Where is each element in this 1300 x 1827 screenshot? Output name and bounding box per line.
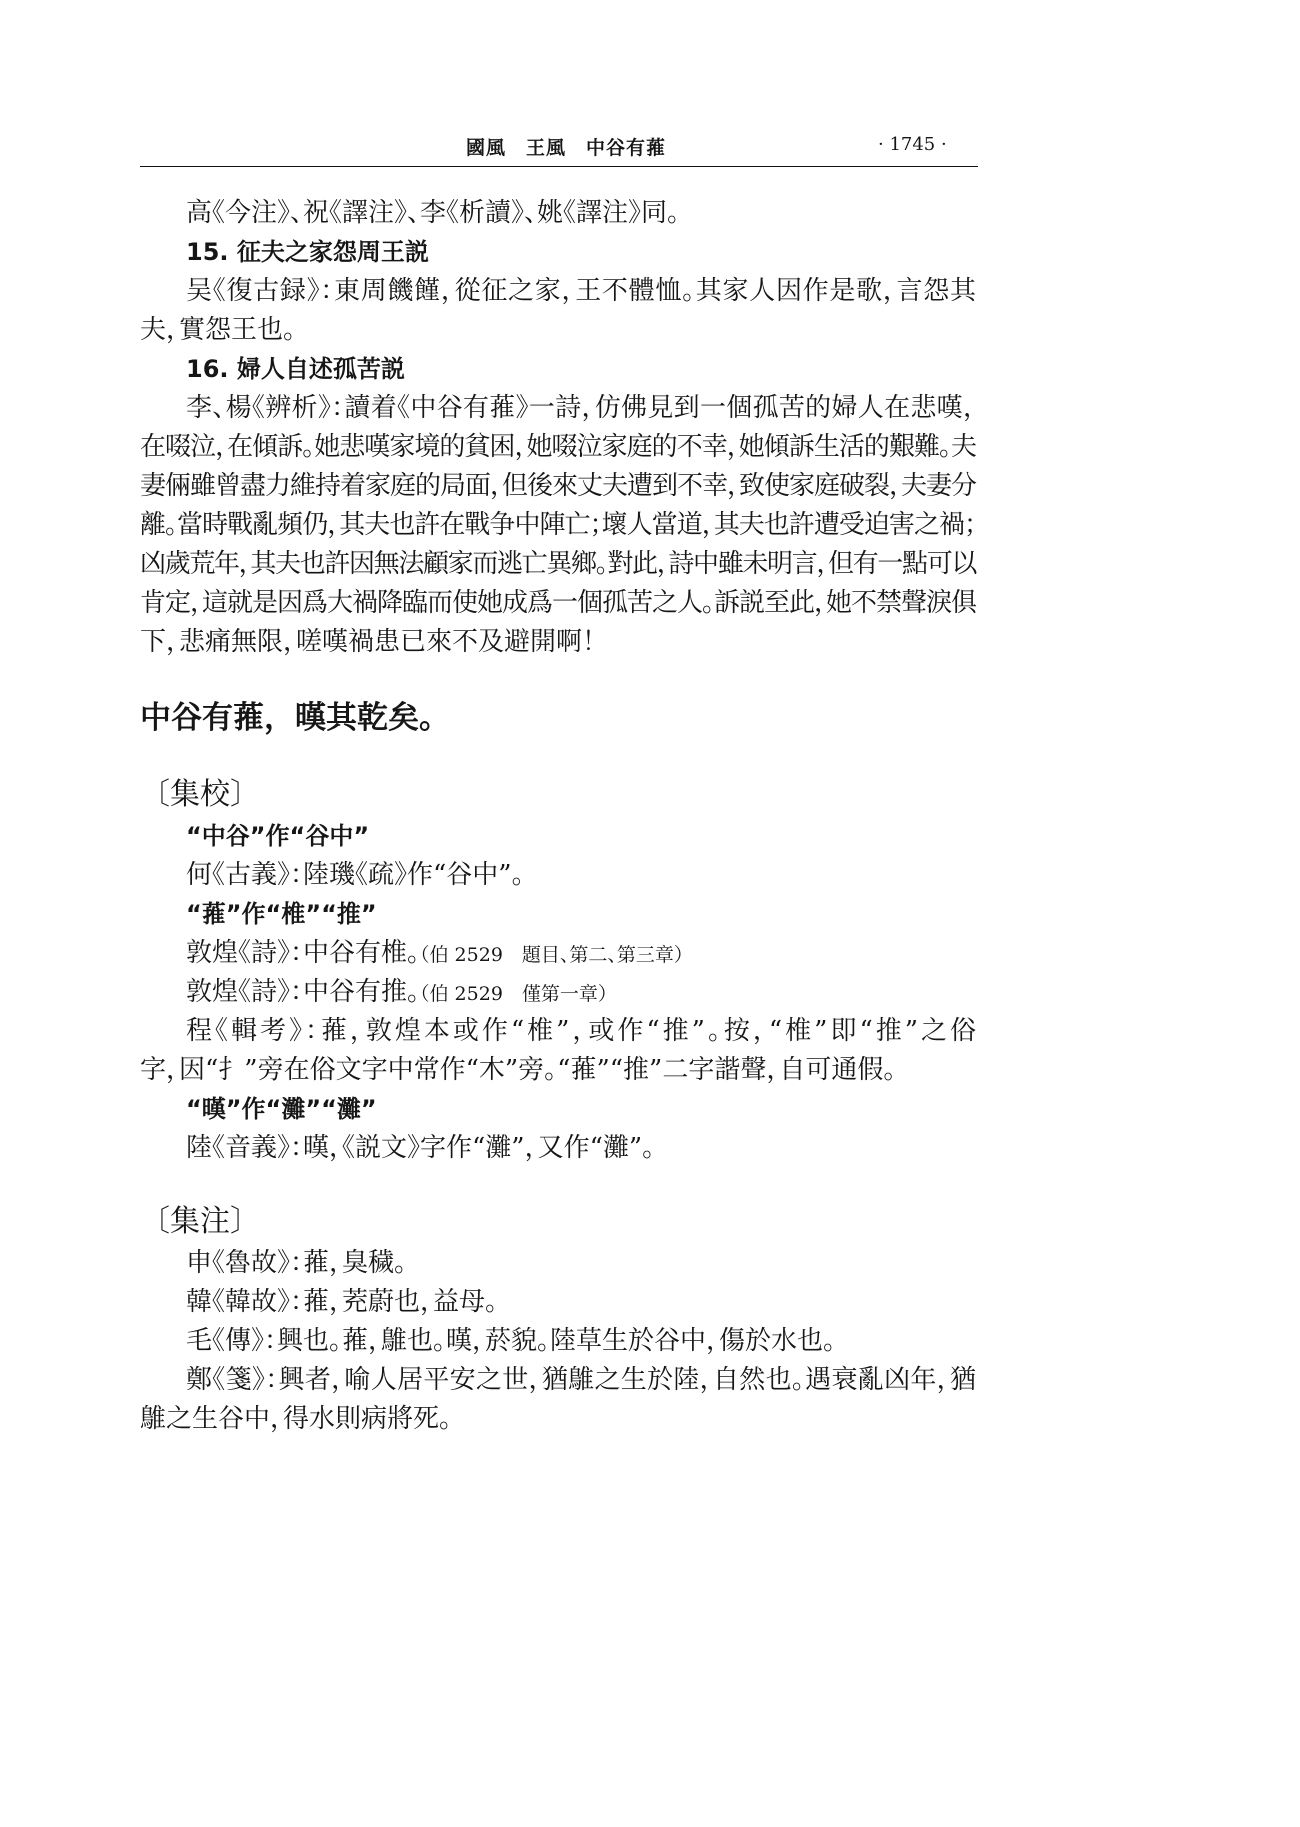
paragraph-line: 字，因“扌”旁在俗文字中常作“木”旁。“蓷”“推”二字諧聲，自可通假。 bbox=[140, 1055, 897, 1085]
paragraph-line: 凶歲荒年，其夫也許因無法顧家而逃亡異鄉。對此，詩中雖未明言，但有一點可以 bbox=[140, 549, 976, 579]
paragraph-line: 毛《傳》：興也。蓷，鵻也。暵，菸貌。陸草生於谷中，傷於水也。 bbox=[186, 1326, 837, 1356]
paragraph-line: 陸《音義》：暵，《説文》字作“灘”，又作“灘”。 bbox=[186, 1133, 656, 1163]
paragraph-line bbox=[140, 934, 976, 973]
paragraph-line: 程《輯考》：蓷，敦煌本或作“椎”，或作“推”。按，“椎”即“推”之俗 bbox=[186, 1016, 976, 1046]
page-text bbox=[140, 194, 976, 1439]
paragraph-line: 肯定，這就是因爲大禍降臨而使她成爲一個孤苦之人。訴説至此，她不禁聲淚俱 bbox=[140, 588, 976, 618]
verse-heading: 中谷有蓷，暵其乾矣。 bbox=[140, 700, 450, 736]
paragraph-line: 李、楊《辨析》：讀着《中谷有蓷》一詩，仿佛見到一個孤苦的婦人在悲嘆， bbox=[186, 393, 976, 423]
paragraph-line bbox=[140, 973, 976, 1012]
running-title: 國風 王風 中谷有蓷 bbox=[466, 137, 667, 159]
variant-heading: “蓷”作“椎”“推” bbox=[186, 900, 377, 928]
paragraph-line: 鄭《箋》：興者，喻人居平安之世，猶鵻之生於陸，自然也。遇衰亂凶年，猶 bbox=[186, 1365, 976, 1395]
paragraph-line: 何《古義》：陸璣《疏》作“谷中”。 bbox=[186, 860, 525, 890]
paragraph-line: 下，悲痛無限，嗟嘆禍患已來不及避開啊！ bbox=[140, 627, 596, 657]
paragraph-line: 鵻之生谷中，得水則病將死。 bbox=[140, 1404, 453, 1434]
page-number: · 1745 · bbox=[878, 134, 947, 155]
section-heading-annotation: 〔集注〕 bbox=[140, 1204, 260, 1239]
item-heading-16: 16. 婦人自述孤苦説 bbox=[186, 355, 405, 383]
source-note: （伯 2529 僅第一章） bbox=[420, 983, 608, 1005]
item-heading-15: 15. 征夫之家怨周王説 bbox=[186, 238, 429, 266]
variant-heading: “中谷”作“谷中” bbox=[186, 822, 370, 850]
section-heading-collation: 〔集校〕 bbox=[140, 777, 260, 812]
variant-heading: “暵”作“灘”“灘” bbox=[186, 1095, 377, 1123]
paragraph-line: 韓《韓故》：蓷，茺蔚也，益母。 bbox=[186, 1287, 499, 1317]
line-text: 敦煌《詩》：中谷有推。 bbox=[186, 977, 421, 1007]
paragraph-line: 妻倆雖曾盡力維持着家庭的局面，但後來丈夫遭到不幸，致使家庭破裂，夫妻分 bbox=[140, 471, 976, 501]
line-text: 敦煌《詩》：中谷有椎。 bbox=[186, 938, 421, 968]
paragraph-line: 在啜泣，在傾訴。她悲嘆家境的貧困，她啜泣家庭的不幸，她傾訴生活的艱難。夫 bbox=[140, 432, 976, 462]
paragraph-line: 高《今注》、祝《譯注》、李《析讀》、姚《譯注》同。 bbox=[186, 198, 681, 228]
paragraph-line: 離。當時戰亂頻仍，其夫也許在戰争中陣亡；壞人當道，其夫也許遭受迫害之禍； bbox=[140, 510, 976, 540]
source-note: （伯 2529 題目、第二、第三章） bbox=[420, 944, 684, 966]
header-rule bbox=[140, 166, 978, 167]
paragraph-line: 申《魯故》：蓷，臭穢。 bbox=[186, 1248, 408, 1278]
paragraph-line: 吴《復古録》：東周饑饉，從征之家，王不體恤。其家人因作是歌，言怨其 bbox=[186, 276, 976, 306]
paragraph-line: 夫，實怨王也。 bbox=[140, 315, 297, 345]
